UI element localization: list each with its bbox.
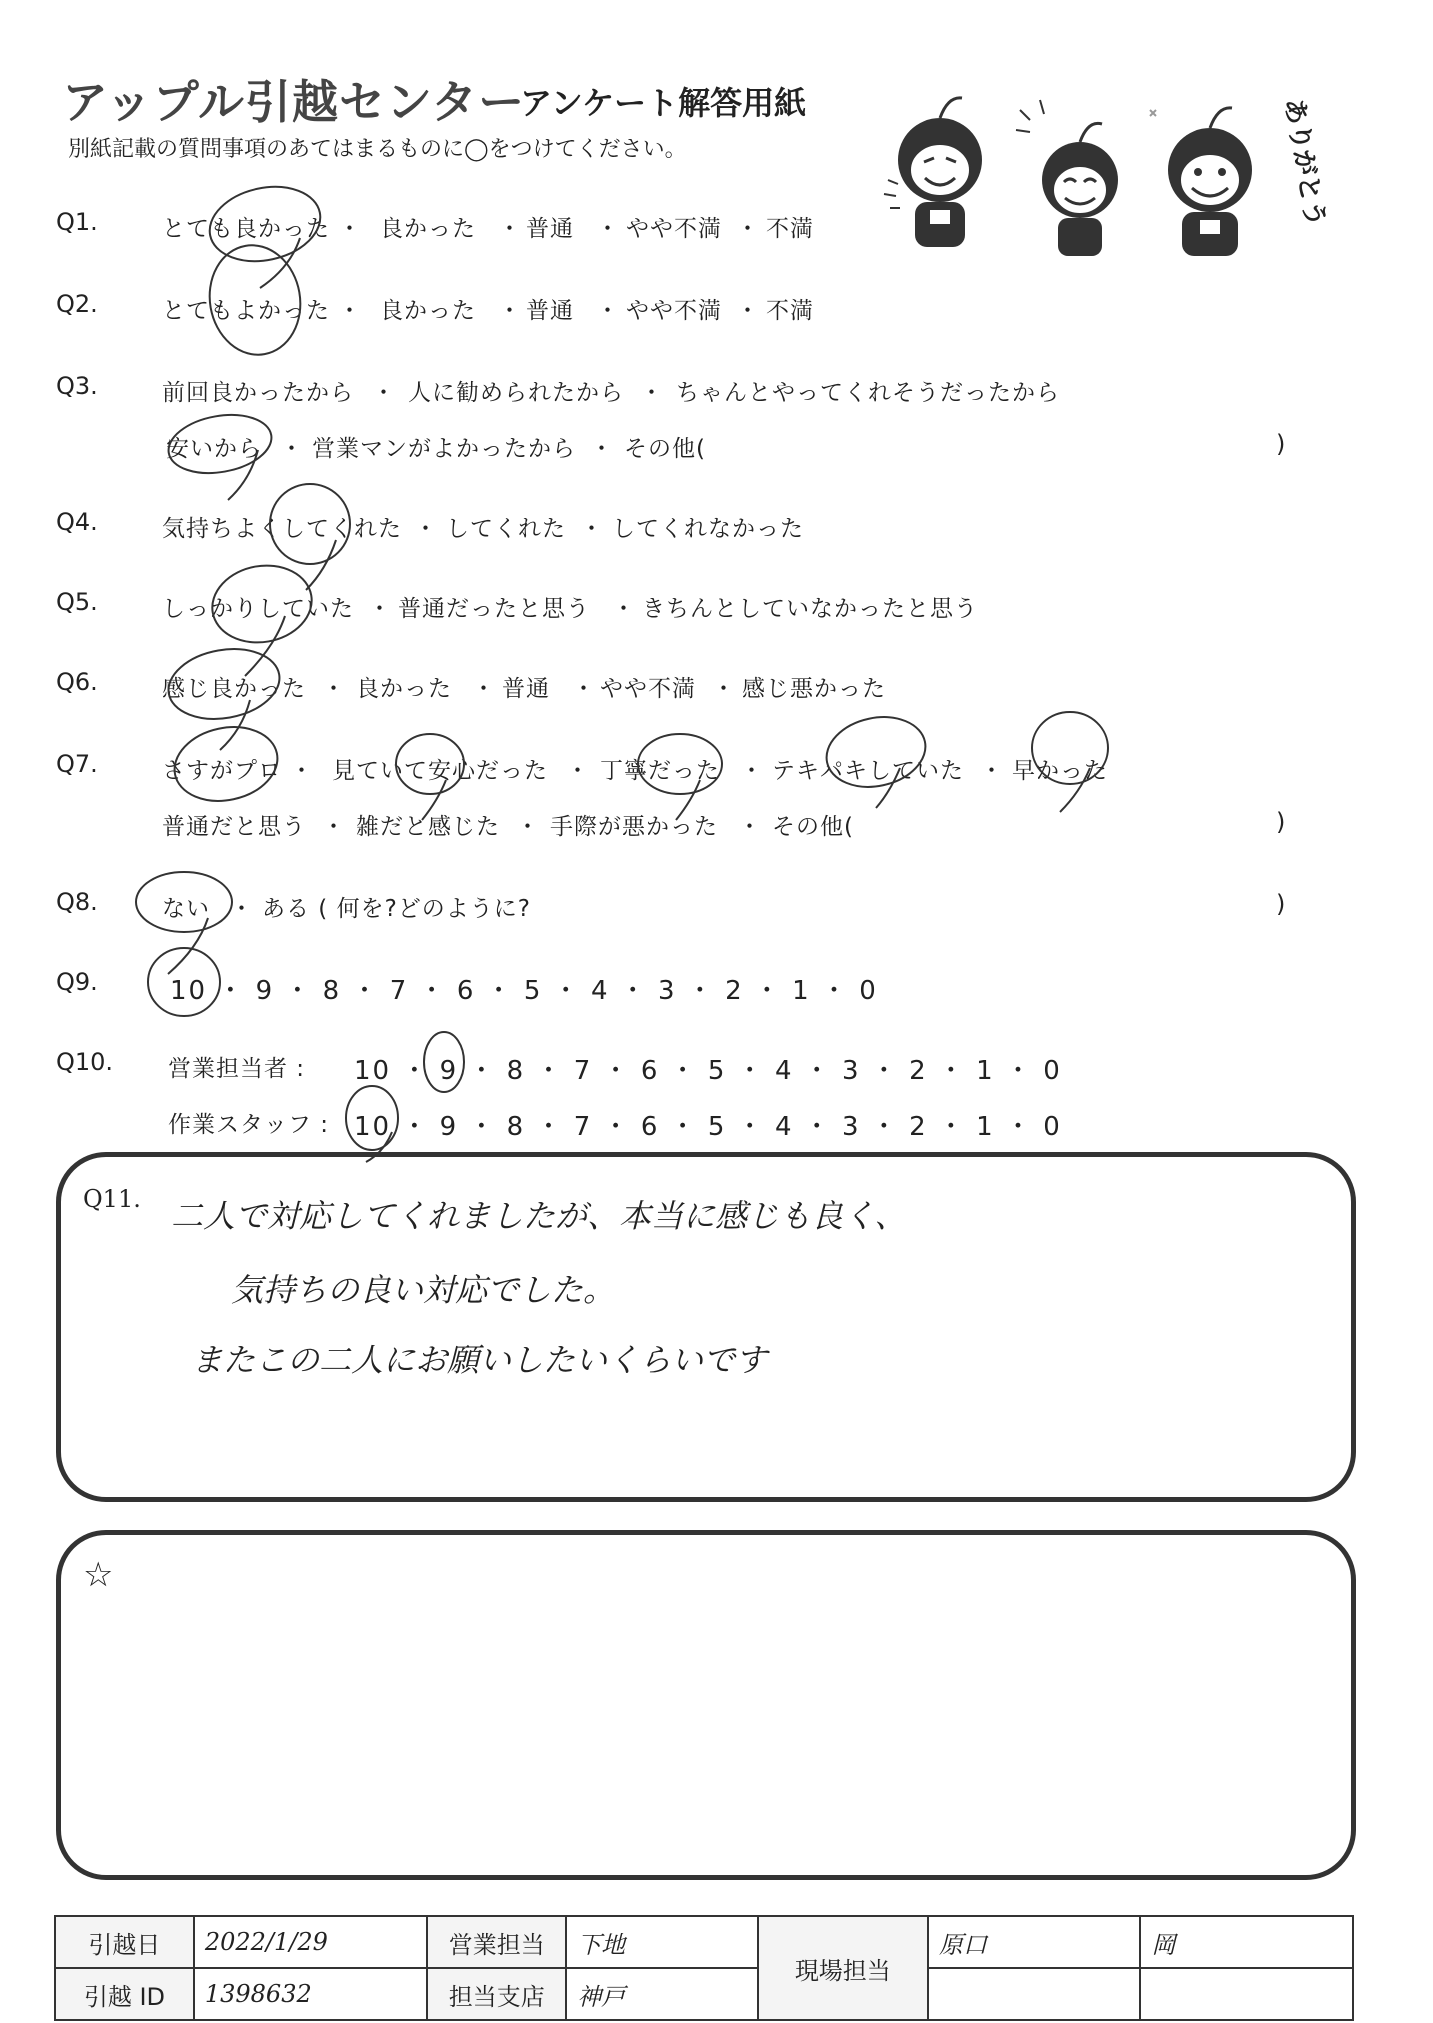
q2-option-3[interactable]: 普通 — [526, 298, 574, 324]
site-staff-label: 現場担当 — [758, 1916, 928, 2020]
q1-separator: ・ — [498, 216, 522, 242]
q8-close-paren: ) — [1276, 890, 1286, 918]
company-name: アップル引越センター — [62, 75, 526, 129]
q2-option-4[interactable]: やや不満 — [626, 298, 722, 324]
q7-option-other[interactable]: その他( — [772, 814, 854, 840]
q9-scale[interactable]: 10 ・ 9 ・ 8 ・ 7 ・ 6 ・ 5 ・ 4 ・ 3 ・ 2 ・ 1 ・ 0 — [170, 976, 878, 1006]
move-id-value: 1398632 — [194, 1968, 428, 2020]
q8-label: Q8. — [56, 888, 98, 916]
q11-comment-line-2: 気持ちの良い対応でした。 — [231, 1271, 616, 1309]
q4-separator: ・ — [414, 516, 438, 542]
q6-separator: ・ — [322, 676, 346, 702]
q6-separator: ・ — [472, 676, 496, 702]
branch-label: 担当支店 — [427, 1968, 566, 2020]
q4-label: Q4. — [56, 508, 98, 536]
q5-option-3[interactable]: きちんとしていなかったと思う — [642, 596, 978, 622]
star-icon: ☆ — [83, 1555, 114, 1595]
q6-separator: ・ — [712, 676, 736, 702]
q3-separator: ・ — [372, 380, 396, 406]
sales-rep-value: 下地 — [566, 1916, 757, 1968]
q1-separator: ・ — [338, 216, 362, 242]
q8-option-1[interactable]: ない — [162, 896, 210, 922]
q11-comment-box[interactable] — [56, 1152, 1356, 1502]
monkey-1-icon — [884, 98, 982, 247]
q3-option-other[interactable]: その他( — [624, 436, 706, 462]
q7-separator: ・ — [322, 814, 346, 840]
q4-option-3[interactable]: してくれなかった — [612, 516, 804, 542]
q7-option-6[interactable]: 普通だと思う — [162, 814, 306, 840]
q7-separator: ・ — [290, 758, 314, 784]
q10-sales-scale[interactable]: 10 ・ 9 ・ 8 ・ 7 ・ 6 ・ 5 ・ 4 ・ 3 ・ 2 ・ 1 ・ 0 — [354, 1056, 1062, 1086]
q2-separator: ・ — [736, 298, 760, 324]
move-date-value: 2022/1/29 — [194, 1916, 428, 1968]
move-date-label: 引越日 — [55, 1916, 194, 1968]
q3-label: Q3. — [56, 372, 98, 400]
q11-comment-line-1: 二人で対応してくれましたが、本当に感じも良く、 — [171, 1197, 907, 1235]
q1-option-5[interactable]: 不満 — [766, 216, 814, 242]
q3-separator: ・ — [280, 436, 304, 462]
q7-option-1[interactable]: さすがプロ — [162, 758, 282, 784]
branch-value: 神戸 — [566, 1968, 757, 2020]
q1-option-3[interactable]: 普通 — [526, 216, 574, 242]
q7-label: Q7. — [56, 750, 98, 778]
site-staff-empty-cell — [1140, 1968, 1353, 2020]
q2-option-1[interactable]: とてもよかった — [162, 298, 330, 324]
q7-close-paren: ) — [1276, 808, 1286, 836]
site-staff-2-value: 岡 — [1140, 1916, 1353, 1968]
q3-close-paren: ) — [1276, 430, 1286, 458]
form-title: アンケート解答用紙 — [520, 84, 807, 122]
q3-option-3[interactable]: ちゃんとやってくれそうだったから — [676, 380, 1060, 406]
q5-separator: ・ — [368, 596, 392, 622]
q10-sales-label: 営業担当者 : — [168, 1056, 306, 1082]
q1-label: Q1. — [56, 208, 98, 236]
q7-separator: ・ — [740, 758, 764, 784]
q3-option-4[interactable]: 安いから — [166, 436, 262, 462]
q3-option-2[interactable]: 人に勧められたから — [408, 380, 624, 406]
q2-separator: ・ — [338, 298, 362, 324]
q1-option-4[interactable]: やや不満 — [626, 216, 722, 242]
q1-separator: ・ — [596, 216, 620, 242]
q3-option-5[interactable]: 営業マンがよかったから — [312, 436, 576, 462]
q5-option-1[interactable]: しっかりしていた — [162, 596, 354, 622]
q1-selection-tail — [260, 238, 300, 288]
move-id-label: 引越 ID — [55, 1968, 194, 2020]
q4-option-2[interactable]: してくれた — [446, 516, 566, 542]
thank-you-text: ありがとう — [1278, 96, 1331, 230]
q11-label: Q11. — [83, 1185, 141, 1213]
q6-option-3[interactable]: 普通 — [502, 676, 550, 702]
q6-option-5[interactable]: 感じ悪かった — [742, 676, 886, 702]
q7-option-3[interactable]: 丁寧だった — [600, 758, 720, 784]
q10-label: Q10. — [56, 1048, 114, 1076]
site-staff-1-value: 原口 — [928, 1916, 1140, 1968]
q7-separator: ・ — [516, 814, 540, 840]
monkey-2-icon — [1016, 100, 1118, 256]
monkey-3-icon — [1150, 108, 1252, 256]
q3-separator: ・ — [640, 380, 664, 406]
q6-separator: ・ — [572, 676, 596, 702]
q11-comment-line-3: またこの二人にお願いしたいくらいです — [191, 1341, 768, 1379]
q5-separator: ・ — [612, 596, 636, 622]
q6-option-2[interactable]: 良かった — [356, 676, 452, 702]
q7-separator: ・ — [566, 758, 590, 784]
additional-comment-box[interactable] — [56, 1530, 1356, 1880]
footer-info-table — [54, 1915, 1354, 2021]
q7-separator: ・ — [980, 758, 1004, 784]
q1-option-2[interactable]: 良かった — [380, 216, 476, 242]
q1-separator: ・ — [736, 216, 760, 242]
q6-option-1[interactable]: 感じ良かった — [162, 676, 306, 702]
q10-staff-scale[interactable]: 10 ・ 9 ・ 8 ・ 7 ・ 6 ・ 5 ・ 4 ・ 3 ・ 2 ・ 1 ・ 0 — [354, 1112, 1062, 1142]
q7-option-2[interactable]: 見ていて安心だった — [332, 758, 548, 784]
q7-separator: ・ — [738, 814, 762, 840]
q7-option-7[interactable]: 雑だと感じた — [356, 814, 500, 840]
q2-option-2[interactable]: 良かった — [380, 298, 476, 324]
q2-option-5[interactable]: 不満 — [766, 298, 814, 324]
q4-option-1[interactable]: 気持ちよくしてくれた — [162, 516, 402, 542]
q9-label: Q9. — [56, 968, 98, 996]
q5-label: Q5. — [56, 588, 98, 616]
site-staff-empty-cell — [928, 1968, 1140, 2020]
q7-option-5[interactable]: 早かった — [1012, 758, 1108, 784]
q2-separator: ・ — [596, 298, 620, 324]
q7-option-8[interactable]: 手際が悪かった — [550, 814, 718, 840]
q3-option-1[interactable]: 前回良かったから — [162, 380, 354, 406]
q2-separator: ・ — [498, 298, 522, 324]
q8-option-2[interactable]: ある ( 何を?どのように? — [262, 896, 532, 922]
q6-option-4[interactable]: やや不満 — [600, 676, 696, 702]
q4-separator: ・ — [580, 516, 604, 542]
q3-separator: ・ — [590, 436, 614, 462]
q1-option-1[interactable]: とても良かった — [162, 216, 330, 242]
q8-separator: ・ — [230, 896, 254, 922]
q2-label: Q2. — [56, 290, 98, 318]
instruction-text: 別紙記載の質問事項のあてはまるものに◯をつけてください。 — [68, 137, 687, 162]
q7-option-4[interactable]: テキパキしていた — [772, 758, 964, 784]
q10-staff-label: 作業スタッフ : — [168, 1112, 330, 1138]
monkey-mascots-illustration — [880, 70, 1340, 260]
sales-rep-label: 営業担当 — [427, 1916, 566, 1968]
q5-option-2[interactable]: 普通だったと思う — [398, 596, 590, 622]
q6-label: Q6. — [56, 668, 98, 696]
